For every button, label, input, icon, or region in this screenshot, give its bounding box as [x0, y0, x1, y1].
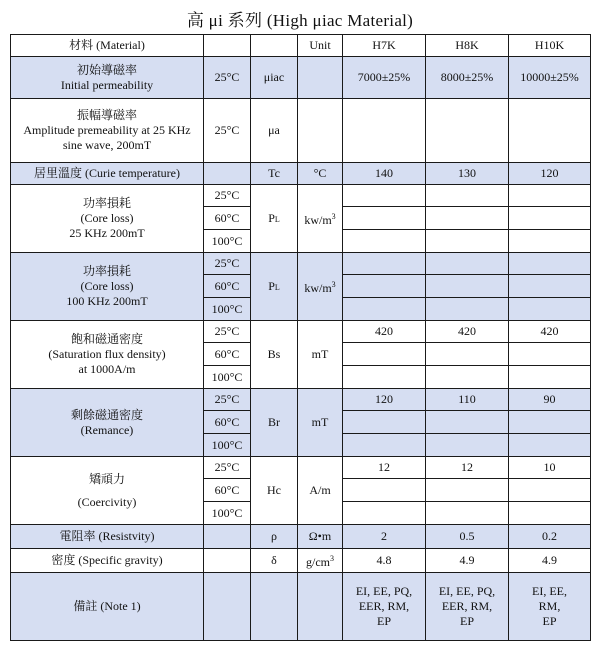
value-cell	[509, 434, 591, 457]
value-cell	[426, 411, 509, 434]
value-cell	[426, 230, 509, 253]
row-curie-temperature: 居里溫度 (Curie temperature) Tc °C 140 130 120	[11, 163, 591, 185]
value-cell	[509, 298, 591, 321]
value-cell: 90	[509, 389, 591, 411]
header-grade: H10K	[509, 35, 591, 57]
value-cell: 7000±25%	[343, 57, 426, 99]
value-cell: 140	[343, 163, 426, 185]
header-material: 材料 (Material)	[11, 35, 204, 57]
row-core-loss-25khz: 60°C	[11, 207, 591, 230]
value-cell	[343, 253, 426, 275]
value-cell	[509, 230, 591, 253]
page-title: 高 μi 系列 (High μiac Material)	[186, 11, 414, 30]
value-cell: 10000±25%	[509, 57, 591, 99]
value-cell	[343, 207, 426, 230]
row-remance: 剩餘磁通密度 (Remance) 25°C Br mT 120 110 90	[11, 389, 591, 411]
value-cell: 420	[426, 321, 509, 343]
value-cell	[426, 434, 509, 457]
value-cell	[426, 298, 509, 321]
row-saturation-flux: 飽和磁通密度 (Saturation flux density) at 1000A/m 25°C Bs mT 420 420 420	[11, 321, 591, 343]
row-amplitude-permeability: 振幅導磁率 Amplitude premeability at 25 KHz sine wave, 200mT 25°C μa	[11, 99, 591, 163]
value-cell: 4.9	[426, 549, 509, 573]
row-core-loss-25khz: 100°C	[11, 230, 591, 253]
row-saturation-flux: 100°C	[11, 366, 591, 389]
value-cell	[426, 253, 509, 275]
row-initial-permeability: 初始導磁率 Initial permeability 25°C μiac 7000±25% 8000±25% 10000±25%	[11, 57, 591, 99]
value-cell	[426, 207, 509, 230]
value-cell	[343, 479, 426, 502]
note-cell: EI, EE, PQ, EER, RM, EP	[426, 573, 509, 641]
value-cell: 110	[426, 389, 509, 411]
value-cell	[426, 343, 509, 366]
value-cell: 420	[509, 321, 591, 343]
value-cell	[426, 366, 509, 389]
row-coercivity: 矯頑力 (Coercivity) 25°C Hc A/m 12 12 10	[11, 457, 591, 479]
header-row	[11, 35, 591, 57]
value-cell	[343, 185, 426, 207]
value-cell	[426, 99, 509, 163]
row-remance: 60°C	[11, 411, 591, 434]
value-cell: 8000±25%	[426, 57, 509, 99]
row-saturation-flux: 60°C	[11, 343, 591, 366]
value-cell	[343, 366, 426, 389]
row-core-loss-100khz: 功率損耗 (Core loss) 100 KHz 200mT 25°C PL $kw/m^3$	[11, 253, 591, 275]
value-cell	[509, 207, 591, 230]
value-cell	[343, 230, 426, 253]
value-cell	[343, 275, 426, 298]
header-grade: H7K	[343, 35, 426, 57]
value-cell	[426, 479, 509, 502]
row-core-loss-25khz: 功率損耗 (Core loss) 25 KHz 200mT 25°C PL $kw/m^3$	[11, 185, 591, 207]
value-cell: 420	[343, 321, 426, 343]
value-cell	[509, 253, 591, 275]
value-cell	[509, 411, 591, 434]
value-cell	[343, 434, 426, 457]
material-spec-table	[10, 34, 591, 641]
row-resistivity: 電阻率 (Resistvity) ρ Ω•m 2 0.5 0.2	[11, 525, 591, 549]
value-cell: 10	[509, 457, 591, 479]
value-cell: 0.2	[509, 525, 591, 549]
row-core-loss-100khz: 60°C	[11, 275, 591, 298]
row-coercivity: 60°C	[11, 479, 591, 502]
value-cell	[509, 502, 591, 525]
value-cell: 12	[426, 457, 509, 479]
note-cell: EI, EE, RM, EP	[509, 573, 591, 641]
value-cell: 130	[426, 163, 509, 185]
value-cell	[509, 185, 591, 207]
value-cell	[509, 366, 591, 389]
value-cell: 12	[343, 457, 426, 479]
value-cell: 0.5	[426, 525, 509, 549]
row-coercivity: 100°C	[11, 502, 591, 525]
value-cell	[426, 185, 509, 207]
row-specific-gravity: 密度 (Specific gravity) δ $g/cm^3$ 4.8 4.9 4.9	[11, 549, 591, 573]
value-cell	[509, 479, 591, 502]
header-grade: H8K	[426, 35, 509, 57]
value-cell	[343, 411, 426, 434]
value-cell: 4.9	[509, 549, 591, 573]
value-cell	[426, 502, 509, 525]
value-cell	[509, 343, 591, 366]
header-unit: Unit	[298, 35, 343, 57]
row-core-loss-100khz: 100°C	[11, 298, 591, 321]
value-cell: 120	[509, 163, 591, 185]
value-cell: 2	[343, 525, 426, 549]
value-cell	[509, 275, 591, 298]
row-remance: 100°C	[11, 434, 591, 457]
value-cell	[426, 275, 509, 298]
note-cell: EI, EE, PQ, EER, RM, EP	[343, 573, 426, 641]
value-cell	[343, 502, 426, 525]
row-note: 備註 (Note 1) EI, EE, PQ, EER, RM, EP EI, EE, PQ, EER, RM, EP EI, EE, RM, EP	[11, 573, 591, 641]
value-cell	[343, 99, 426, 163]
value-cell	[343, 298, 426, 321]
value-cell	[343, 343, 426, 366]
value-cell: 120	[343, 389, 426, 411]
value-cell: 4.8	[343, 549, 426, 573]
value-cell	[509, 99, 591, 163]
